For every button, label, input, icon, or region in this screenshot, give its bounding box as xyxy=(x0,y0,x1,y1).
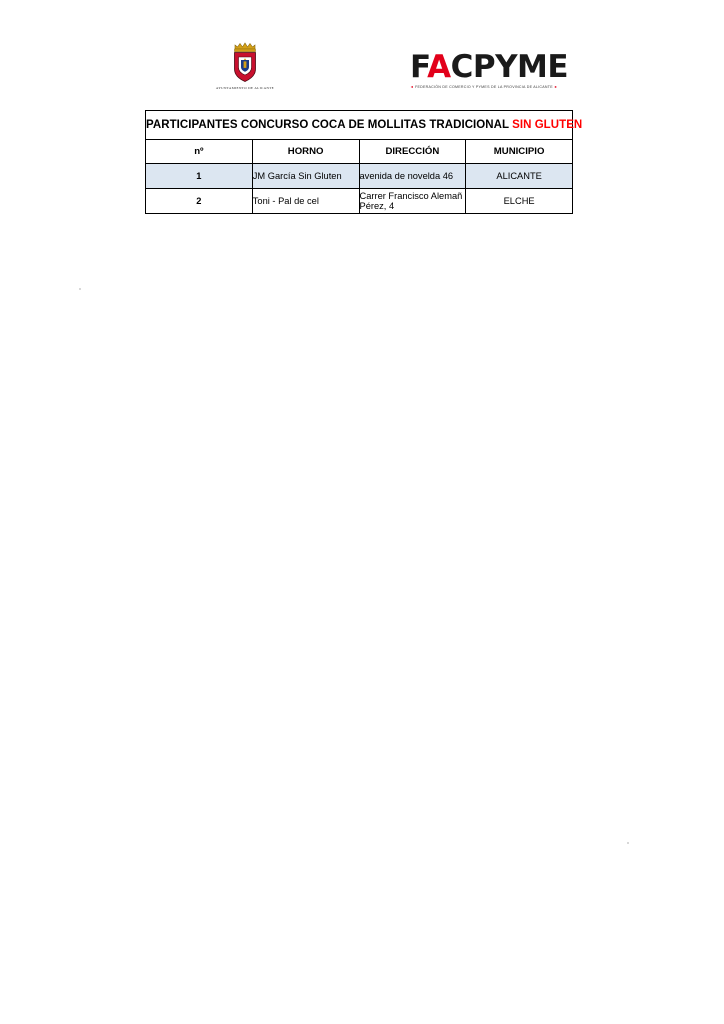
coat-of-arms-icon xyxy=(228,40,262,84)
facpyme-letter-f: F xyxy=(410,49,428,85)
facpyme-subtitle-text: FEDERACIÓN DE COMERCIO Y PYMES DE LA PROVINCIA DE ALICANTE xyxy=(415,85,553,89)
column-header-horno: HORNO xyxy=(252,140,359,164)
facpyme-tick-left: ◄ xyxy=(410,85,414,89)
column-header-direccion: DIRECCIÓN xyxy=(359,140,466,164)
cell-municipio: ELCHE xyxy=(466,189,573,214)
table-row xyxy=(146,164,573,189)
document-header xyxy=(150,40,580,102)
facpyme-letter-a: A xyxy=(427,49,451,85)
facpyme-word-pyme: PYME xyxy=(472,49,569,85)
table-title-row xyxy=(146,111,573,140)
table-title-cell xyxy=(146,111,583,140)
column-header-num: nº xyxy=(146,140,253,164)
column-header-municipio: MUNICIPIO xyxy=(466,140,573,164)
alicante-crest-block xyxy=(160,40,330,90)
facpyme-logo xyxy=(410,50,580,89)
cell-horno: JM García Sin Gluten xyxy=(252,164,359,189)
facpyme-tick-right: ► xyxy=(554,85,558,89)
facpyme-subtitle xyxy=(410,85,580,89)
table-title-highlight: SIN GLUTEN xyxy=(512,119,583,131)
facpyme-wordmark xyxy=(410,50,580,84)
cell-municipio: ALICANTE xyxy=(466,164,573,189)
table-title-main: PARTICIPANTES CONCURSO COCA DE MOLLITAS TRADICIONAL xyxy=(146,119,513,131)
table-row xyxy=(146,189,573,214)
cell-direccion: avenida de novelda 46 xyxy=(359,164,466,189)
participants-table xyxy=(145,110,583,214)
cell-num: 2 xyxy=(146,189,253,214)
table-header-row xyxy=(146,140,573,164)
page-speck xyxy=(79,288,81,290)
cell-num: 1 xyxy=(146,164,253,189)
facpyme-letter-c: C xyxy=(450,49,473,85)
crest-caption: AYUNTAMIENTO DE ALICANTE xyxy=(215,86,275,90)
cell-horno: Toni - Pal de cel xyxy=(252,189,359,214)
cell-direccion: Carrer Francisco Alemañ Pérez, 4 xyxy=(359,189,466,214)
page-speck xyxy=(627,842,629,844)
